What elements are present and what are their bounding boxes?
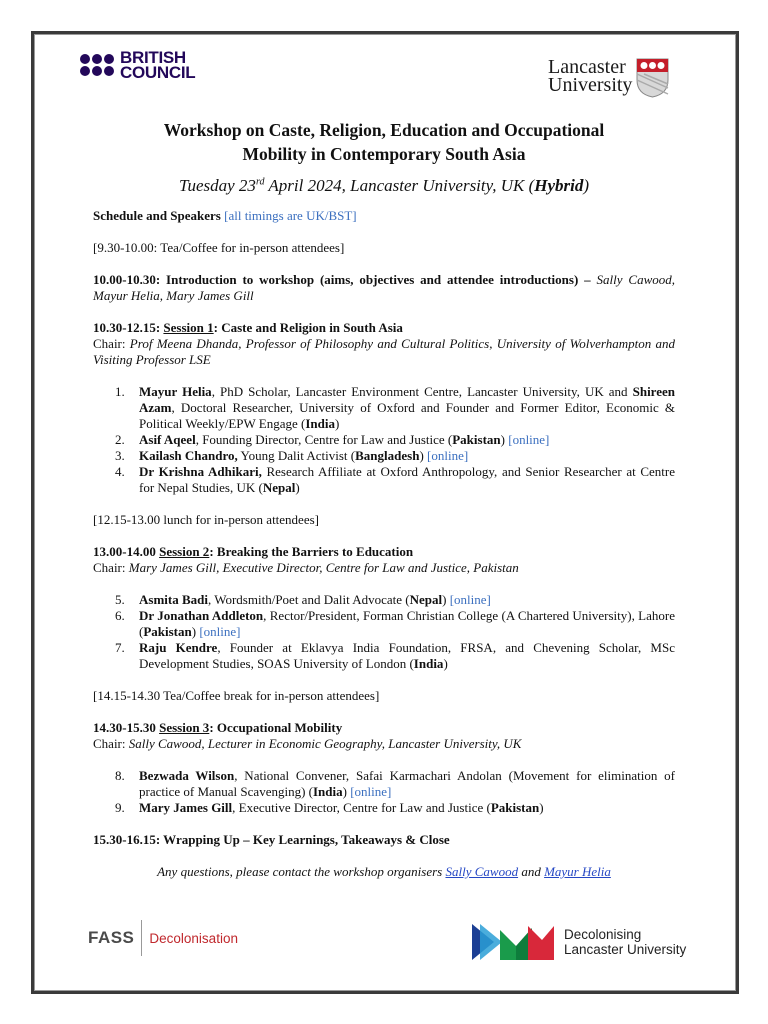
speaker-name: Bezwada Wilson [139,768,235,783]
session-time: 14.30-15.30 [93,720,156,735]
session-label: Session 1 [163,320,214,335]
bc-line1: BRITISH [120,48,186,67]
speaker-desc: , Wordsmith/Poet and Dalit Advocate ( [207,592,410,607]
chair-name: Sally Cawood, Lecturer in Economic Geography, Lancaster University, UK [128,736,522,751]
date-post: April 2024, Lancaster University, UK ( [264,176,535,195]
wrap-up [93,832,675,848]
bc-line2: COUNCIL [120,63,196,82]
speaker-desc: , Executive Director, Centre for Law and Justice ( [232,800,491,815]
list-item [115,800,675,816]
speaker-name: Dr Jonathan Addleton [139,608,264,623]
title-line2: Mobility in Contemporary South Asia [242,144,526,164]
session-topic: : Occupational Mobility [209,720,343,735]
item-number: 8. [115,768,125,783]
contact-pre: Any questions, please contact the workshop organisers [157,864,443,879]
speaker-country: Bangladesh [355,448,420,463]
intro-time: 10.00-10.30: Introduction to workshop (aims, objectives and attendee introductions) – [93,272,591,287]
fass-word: FASS [88,928,135,947]
wrap-up-text: 15.30-16.15: Wrapping Up – Key Learnings, Takeaways & Close [93,832,450,847]
speaker-close: ) [342,784,351,799]
session-time: 10.30-12.15: [93,320,161,335]
list-item [115,432,675,448]
date-sup: rd [255,176,265,188]
speaker-name: Asmita Badi [139,592,208,607]
session-3-speakers [93,768,675,816]
dlu-mark-icon [472,922,554,962]
speaker-name: Mayur Helia [139,384,212,399]
item-number: 3. [115,448,125,463]
speaker-country: Pakistan [143,624,192,639]
speaker-close: ) [419,448,428,463]
speaker-desc: , Founder at Eklavya India Foundation, FRSA, and Chevening Scholar, MSc Development Studies, SOAS University of London ( [139,640,675,671]
chair-label: Chair: [93,560,126,575]
session-1-chair [93,336,675,368]
session-label: Session 2 [159,544,210,559]
speaker-country: Nepal [262,480,296,495]
speaker-desc: , Founding Director, Centre for Law and Justice ( [195,432,453,447]
dlu-line1: Decolonising [564,927,642,942]
decolonising-lancaster-logo [472,922,686,962]
speaker-close: ) [191,624,200,639]
hybrid-label: Hybrid [534,176,584,195]
event-date [80,176,688,196]
speaker-close: ) [442,592,450,607]
coffee-1: [9.30-10.00: Tea/Coffee for in-person attendees] [93,240,345,255]
online-tag: [online] [449,592,491,607]
session-topic: : Breaking the Barriers to Education [209,544,414,559]
speaker-desc: , PhD Scholar, Lancaster Environment Centre, Lancaster University, UK and [211,384,633,399]
list-item [115,448,675,464]
speaker-country: India [312,784,343,799]
british-council-dots-icon [80,54,114,76]
online-tag: [online] [199,624,241,639]
item-number: 7. [115,640,125,655]
contact-and: and [521,864,541,879]
session-3-heading [93,720,675,736]
lu-line2: University [548,74,633,96]
lancaster-university-logo [548,58,669,98]
speaker-name-2: Shireen Azam [139,384,675,415]
intro-names: Sally Cawood, Mayur Helia, Mary James Gill [93,272,675,303]
online-tag: [online] [427,448,469,463]
speaker-name: Kailash Chandro, [139,448,238,463]
contact-link-sally[interactable]: Sally Cawood [445,864,519,879]
session-2-speakers [93,592,675,672]
lunch: [12.15-13.00 lunch for in-person attendees] [93,512,319,527]
fass-logo [88,920,238,956]
session-1-speakers [93,384,675,496]
list-item [115,384,675,432]
intro-item [93,272,675,304]
session-label: Session 3 [159,720,210,735]
speaker-close: ) [500,432,509,447]
schedule-body [93,208,675,880]
item-number: 6. [115,608,125,623]
lu-line1: Lancaster [548,56,626,78]
speaker-desc: Research Affiliate at Oxford Anthropology, and Senior Researcher at Centre for Nepal Studies, UK ( [139,464,675,495]
speaker-name: Asif Aqeel [139,432,196,447]
item-number: 5. [115,592,125,607]
list-item [115,640,675,672]
speaker-close: ) [335,416,340,431]
british-council-logo [80,50,195,80]
speaker-country: Pakistan [452,432,501,447]
speaker-close: ) [295,480,300,495]
session-1-heading [93,320,675,336]
chair-label: Chair: [93,736,126,751]
title-line1: Workshop on Caste, Religion, Education and Occupational [163,120,605,140]
timezone-note: [all timings are UK/BST] [224,208,357,223]
fass-divider [141,920,142,956]
speaker-desc: , National Convener, Safai Karmachari Andolan (Movement for elimination of practice of Manual Scavenging) ( [139,768,676,799]
speaker-country: India [305,416,335,431]
online-tag: [online] [508,432,550,447]
speaker-name: Mary James Gill [139,800,233,815]
date-pre: Tuesday 23 [178,176,256,195]
session-time: 13.00-14.00 [93,544,156,559]
speaker-country: India [413,656,444,671]
item-number: 1. [115,384,125,399]
list-item [115,768,675,800]
speaker-name: Raju Kendre [139,640,218,655]
session-2-chair [93,560,675,576]
session-3-chair [93,736,675,752]
speaker-close: ) [443,656,448,671]
contact-line [93,864,675,880]
chair-name: Mary James Gill, Executive Director, Centre for Law and Justice, Pakistan [128,560,519,575]
fass-sub: Decolonisation [149,930,238,946]
session-2-heading [93,544,675,560]
speaker-desc: Young Dalit Activist ( [237,448,356,463]
speaker-country: Pakistan [490,800,540,815]
schedule-heading [93,208,675,224]
speaker-desc-2: , Doctoral Researcher, University of Oxford and Founder and Former Editor, Economic & Political Weekly/EPW Engage ( [139,400,675,431]
list-item [115,592,675,608]
dlu-line2: Lancaster University [564,942,687,957]
speaker-desc: , Rector/President, Forman Christian College (A Chartered University), Lahore ( [139,608,675,639]
chair-label: Chair: [93,336,126,351]
page-title [80,118,688,166]
contact-link-mayur[interactable]: Mayur Helia [544,864,611,879]
schedule-title: Schedule and Speakers [93,208,221,223]
lancaster-crest-icon [636,58,669,98]
list-item [115,464,675,496]
chair-name: Prof Meena Dhanda, Professor of Philosophy and Cultural Politics, University of Wolverhampton and Visiting Professor LSE [93,336,675,367]
list-item [115,608,675,640]
speaker-close: ) [539,800,544,815]
coffee-2: [14.15-14.30 Tea/Coffee break for in-person attendees] [93,688,380,703]
item-number: 9. [115,800,125,815]
item-number: 4. [115,464,125,479]
item-number: 2. [115,432,125,447]
online-tag: [online] [350,784,392,799]
session-topic: : Caste and Religion in South Asia [213,320,403,335]
speaker-country: Nepal [409,592,443,607]
date-close: ) [583,176,590,195]
speaker-name: Dr Krishna Adhikari, [139,464,262,479]
